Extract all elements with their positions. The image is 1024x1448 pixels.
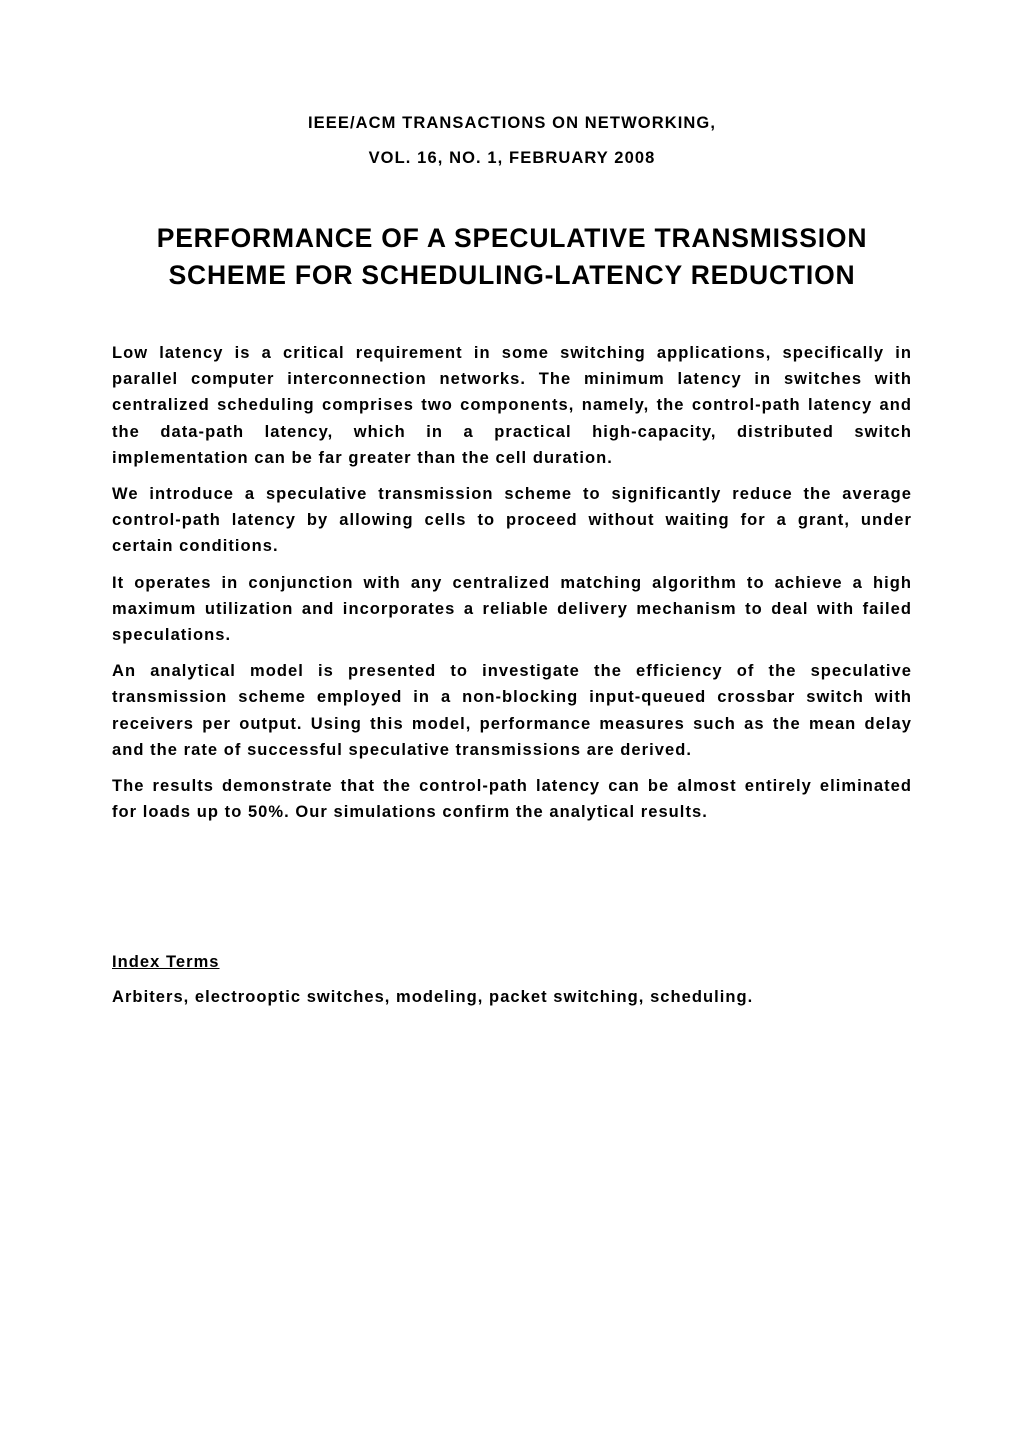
abstract-paragraph: It operates in conjunction with any centralized matching algorithm to achieve a high maximum utilization and incorporates a reliable delivery mechanism to deal with failed speculations. (112, 573, 912, 645)
abstract-paragraph: An analytical model is presented to investigate the efficiency of the speculative transmission scheme employed in a non-blocking input-queued crossbar switch with receivers per output. Using this model, performance measures such as the mean delay and the rate of successful speculative transmissions are derived. (112, 662, 912, 759)
paper-title (0, 220, 1024, 294)
abstract-paragraph: The results demonstrate that the control-path latency can be almost entirely eliminated for loads up to 50%. Our simulations confirm the analytical results. (112, 777, 912, 822)
abstract-paragraph: We introduce a speculative transmission scheme to significantly reduce the average control-path latency by allowing cells to proceed without waiting for a grant, under certain conditions. (112, 485, 912, 556)
paper-title-line-1: PERFORMANCE OF A SPECULATIVE TRANSMISSION (156, 223, 868, 253)
paper-title-line-2: SCHEME FOR SCHEDULING-LATENCY REDUCTION (168, 260, 856, 290)
journal-volume-issue: VOL. 16, NO. 1, FEBRUARY 2008 (368, 149, 656, 167)
abstract-paragraph: Low latency is a critical requirement in some switching applications, specifically in parallel computer interconnection networks. The minimum latency in switches with centralized scheduling comprises two components, namely, the control-path latency and the data-path latency, which in a practical high-capacity, distributed switch implementation can be far greater than the cell duration. (112, 344, 912, 467)
index-terms-list: Arbiters, electrooptic switches, modeling, packet switching, scheduling. (112, 988, 754, 1006)
abstract (112, 340, 912, 835)
journal-name: IEEE/ACM TRANSACTIONS ON NETWORKING, (307, 114, 717, 132)
index-terms-heading: Index Terms (112, 953, 220, 971)
